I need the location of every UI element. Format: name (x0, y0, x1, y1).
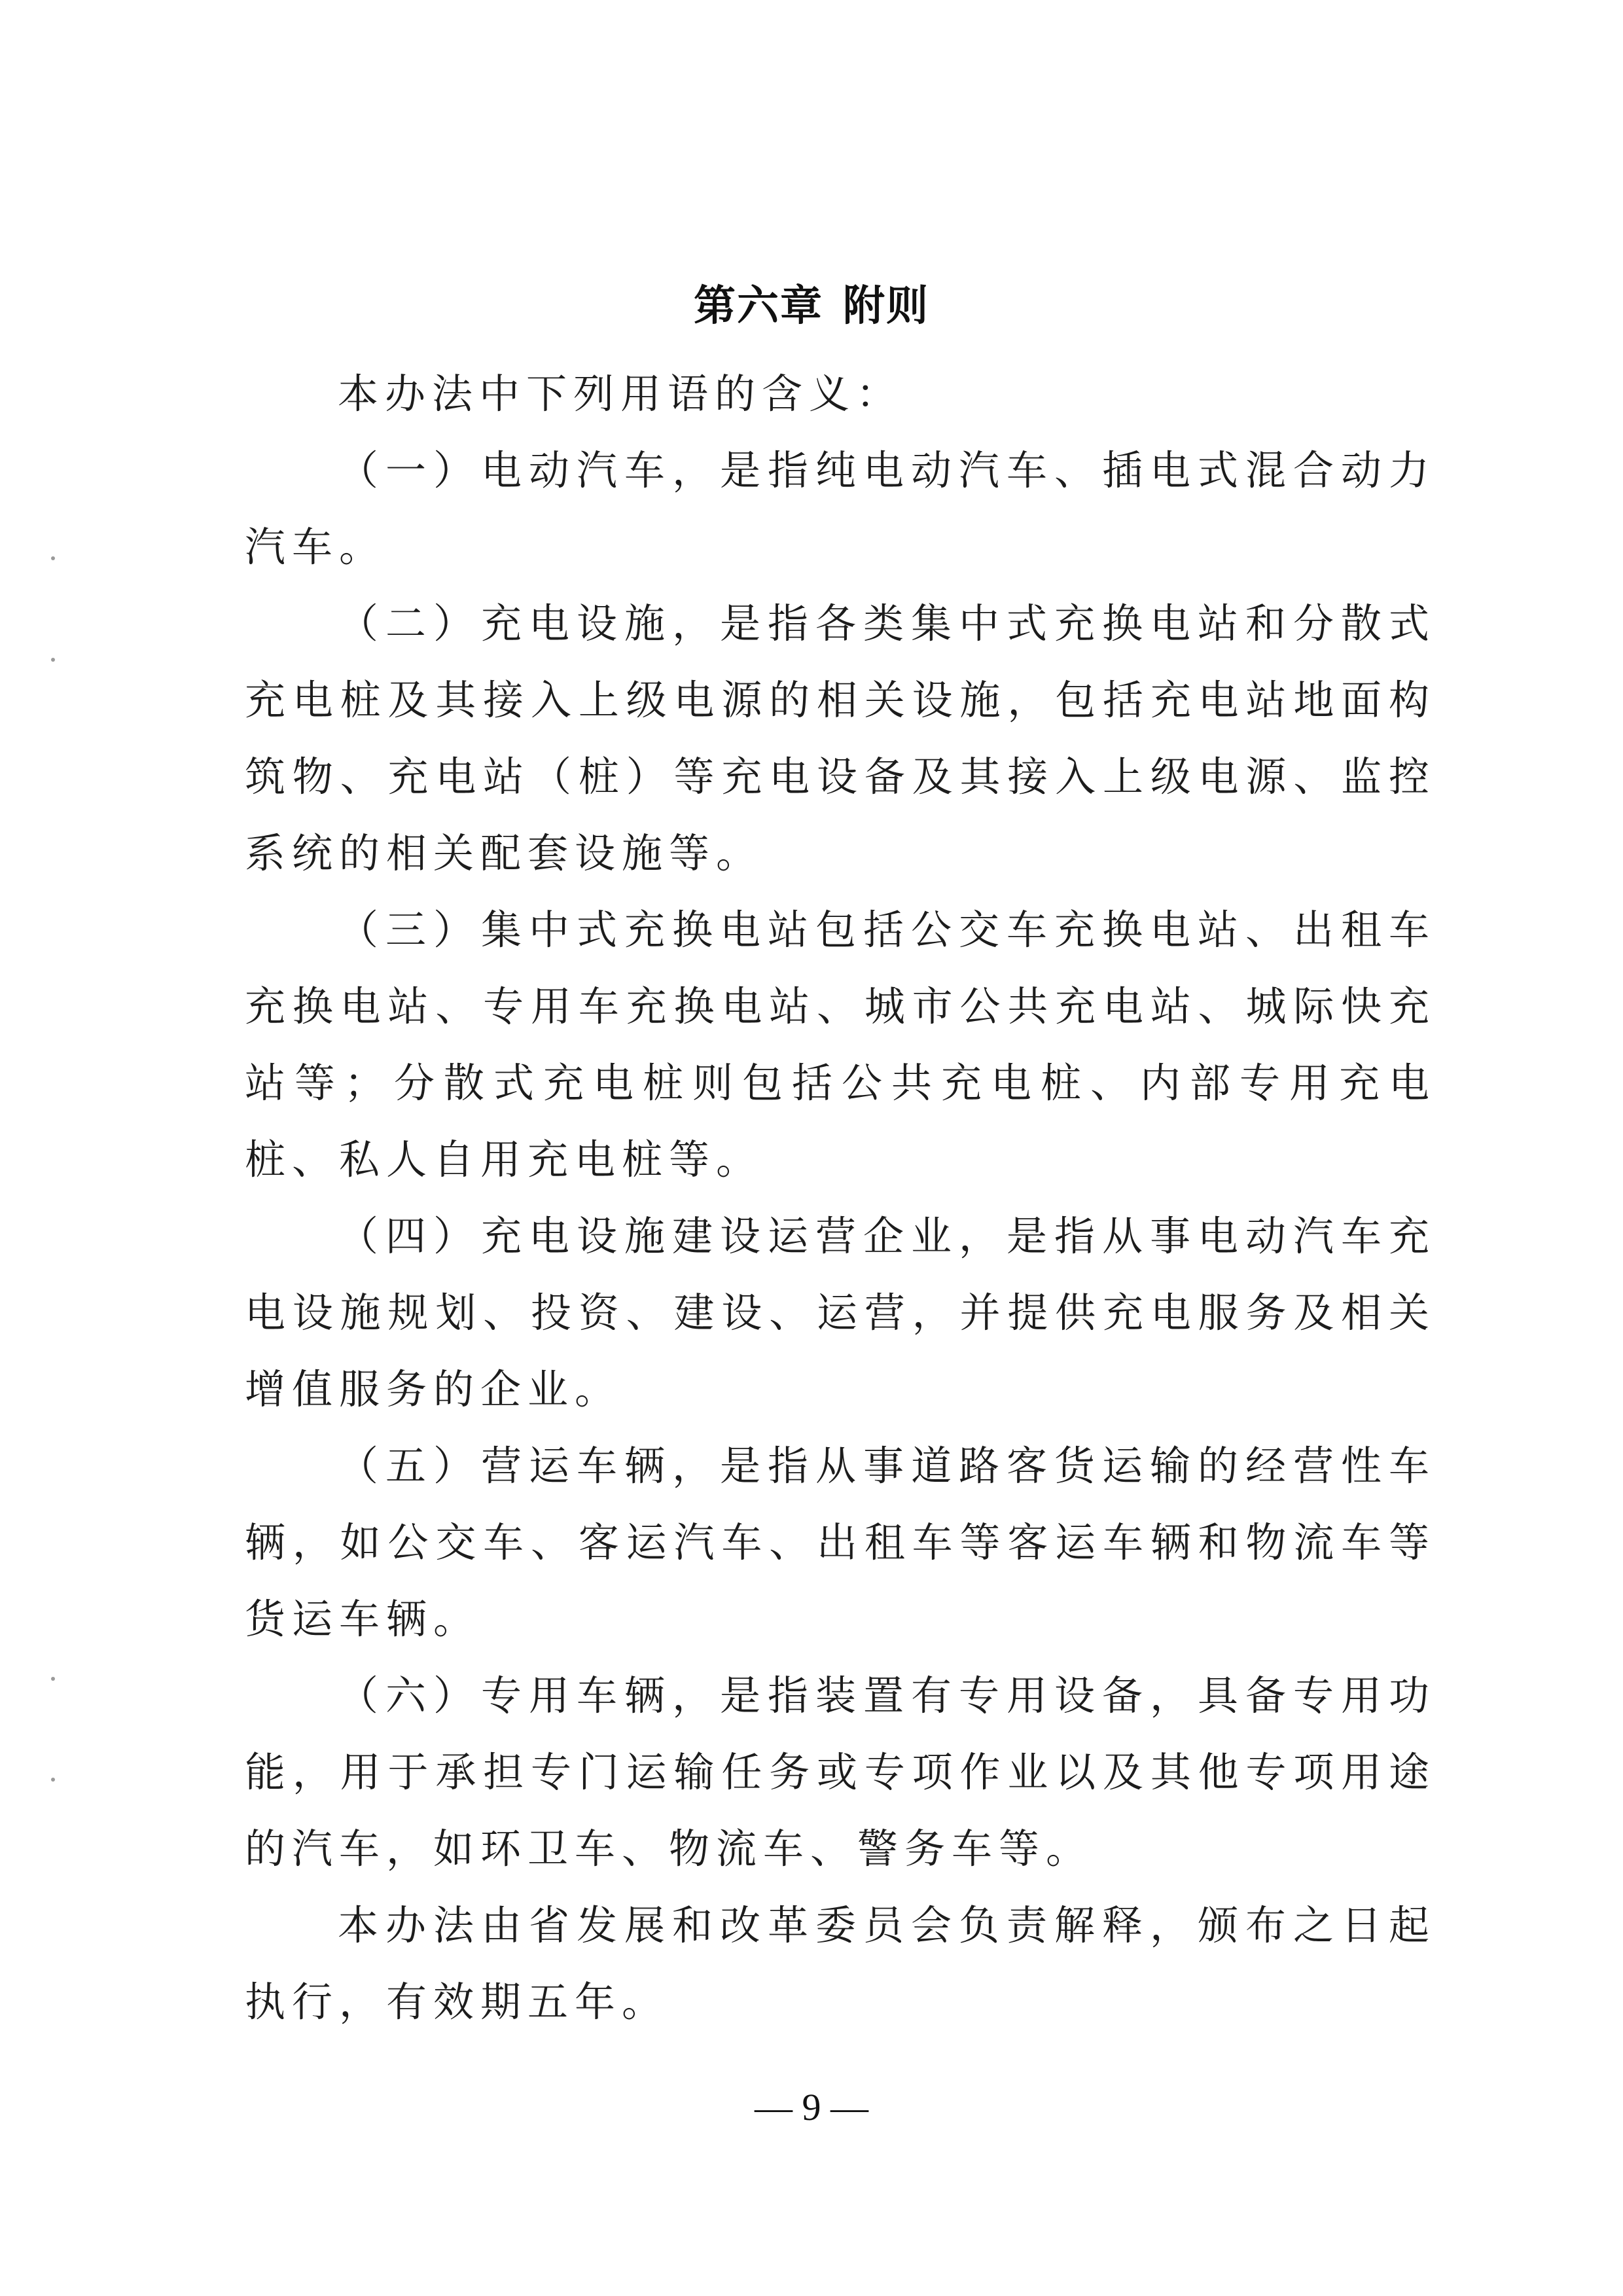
paragraph-closing: 本办法由省发展和改革委员会负责解释，颁布之日起执行，有效期五年。 (245, 1901, 1436, 2026)
scan-speck (51, 556, 55, 560)
paragraph-definition-6: （六）专用车辆，是指装置有专用设备，具备专用功能，用于承担专门运输任务或专项作业以及其他专项用途的汽车，如环卫车、物流车、警务车等。 (245, 1672, 1436, 1873)
chapter-heading (0, 274, 1623, 339)
chapter-title: 第六章 (694, 282, 823, 331)
paragraph-intro: 本办法中下列用语的含义： (338, 370, 904, 418)
paragraph-definition-2: （二）充电设施，是指各类集中式充换电站和分散式充电桩及其接入上级电源的相关设施，包括充电站地面构筑物、充电站（桩）等充电设备及其接入上级电源、监控系统的相关配套设施等。 (245, 600, 1436, 877)
scan-speck (51, 658, 55, 662)
chapter-subtitle: 附则 (843, 282, 929, 331)
paragraph-definition-3: （三）集中式充换电站包括公交车充换电站、出租车充换电站、专用车充换电站、城市公共充电站、城际快充站等；分散式充电桩则包括公共充电桩、内部专用充电桩、私人自用充电桩等。 (245, 906, 1436, 1183)
paragraph-definition-1: （一）电动汽车，是指纯电动汽车、插电式混合动力汽车。 (245, 446, 1436, 571)
paragraph-definition-4: （四）充电设施建设运营企业，是指从事电动汽车充电设施规划、投资、建设、运营，并提供充电服务及相关增值服务的企业。 (245, 1212, 1436, 1413)
scan-speck (51, 1677, 55, 1681)
document-body (245, 355, 1436, 2040)
page-number: — 9 — (755, 2086, 868, 2128)
scan-speck (51, 1778, 55, 1782)
paragraph-definition-5: （五）营运车辆，是指从事道路客货运输的经营性车辆，如公交车、客运汽车、出租车等客运车辆和物流车等货运车辆。 (245, 1442, 1436, 1643)
